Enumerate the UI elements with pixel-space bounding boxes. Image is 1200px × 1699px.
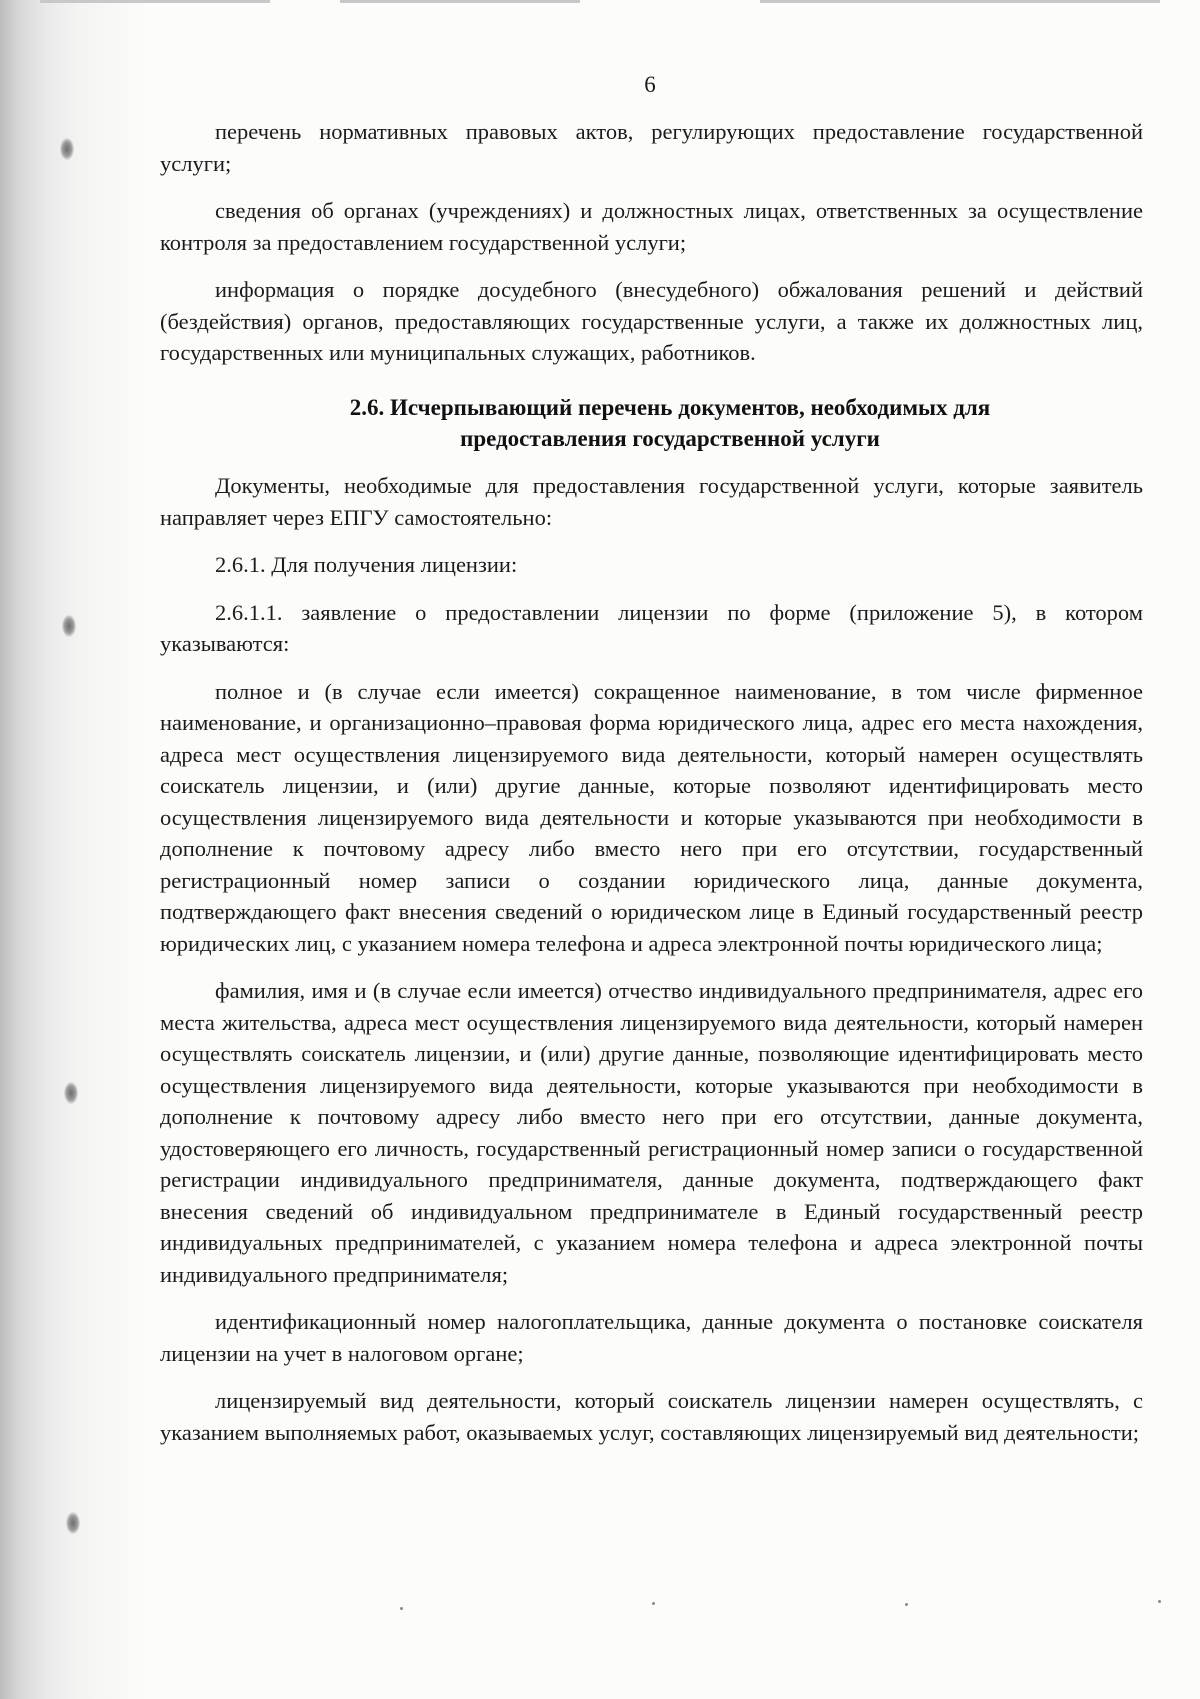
paragraph: перечень нормативных правовых актов, регулирующих предоставление государственной услуги;: [160, 119, 1143, 176]
body-text-lower: [160, 470, 1143, 1448]
paragraph: информация о порядке досудебного (внесудебного) обжалования решений и действий (бездействия) органов, предоставляющих государственные услуги, а также их должностных лиц, государственных или муниципальных служащих, работников.: [160, 277, 1143, 365]
scan-edge-line: [760, 0, 1160, 3]
paragraph: Документы, необходимые для предоставления государственной услуги, которые заявитель направляет через ЕПГУ самостоятельно:: [160, 473, 1143, 530]
page-number: 6: [644, 72, 656, 97]
paragraph: сведения об органах (учреждениях) и должностных лицах, ответственных за осуществление контроля за предоставлением государственной услуги;: [160, 198, 1143, 255]
binding-shadow: [0, 0, 150, 1699]
punch-hole: [60, 138, 74, 160]
scan-speck: [400, 1607, 403, 1610]
paragraph: лицензируемый вид деятельности, который соискатель лицензии намерен осуществлять, с указанием выполняемых работ, оказываемых услуг, составляющих лицензируемый вид деятельности;: [160, 1388, 1143, 1445]
scan-speck: [1158, 1600, 1161, 1603]
scan-speck: [652, 1602, 655, 1605]
scan-edge-line: [40, 0, 270, 3]
scan-edge-line: [340, 0, 580, 3]
paragraph: 2.6.1.1. заявление о предоставлении лицензии по форме (приложение 5), в котором указываются:: [160, 599, 1143, 656]
paragraph: полное и (в случае если имеется) сокращенное наименование, в том числе фирменное наименование, и организационно–правовая форма юридического лица, адрес его места нахождения, адреса мест осуществления лицензируемого вида деятельности, который намерен осуществлять соискатель лицензии, и (или) другие данные, которые позволяют идентифицировать место осуществления лицензируемого вида деятельности и которые указываются при необходимости в дополнение к почтовому адресу либо вместо него при его отсутствии, государственный регистрационный номер записи о создании юридического лица, данные документа, подтверждающего факт внесения сведений о юридическом лице в Единый государственный реестр юридических лиц, с указанием номера телефона и адреса электронной почты юридического лица;: [160, 678, 1143, 956]
scan-speck: [905, 1603, 908, 1606]
paragraph: 2.6.1. Для получения лицензии:: [215, 552, 518, 577]
punch-hole: [64, 1082, 78, 1104]
section-heading: 2.6. Исчерпывающий перечень документов, необходимых для предоставления государственной услуги: [349, 395, 991, 451]
body-text-upper: [160, 116, 1143, 369]
punch-hole: [66, 1512, 80, 1534]
punch-hole: [62, 615, 76, 637]
paragraph: идентификационный номер налогоплательщика, данные документа о постановке соискателя лицензии на учет в налоговом органе;: [160, 1309, 1143, 1366]
paragraph: фамилия, имя и (в случае если имеется) отчество индивидуального предпринимателя, адрес его места жительства, адреса мест осуществления лицензируемого вида деятельности, который намерен осуществлять соискатель лицензии, и (или) другие данные, позволяющие идентифицировать место осуществления лицензируемого вида деятельности, которые указываются при необходимости в дополнение к почтовому адресу либо вместо него при его отсутствии, данные документа, удостоверяющего его личность, государственный регистрационный номер записи о государственной регистрации индивидуального предпринимателя, данные документа, подтверждающего факт внесения сведений об индивидуальном предпринимателе в Единый государственный реестр индивидуальных предпринимателей, с указанием номера телефона и адреса электронной почты индивидуального предпринимателя;: [160, 978, 1143, 1287]
